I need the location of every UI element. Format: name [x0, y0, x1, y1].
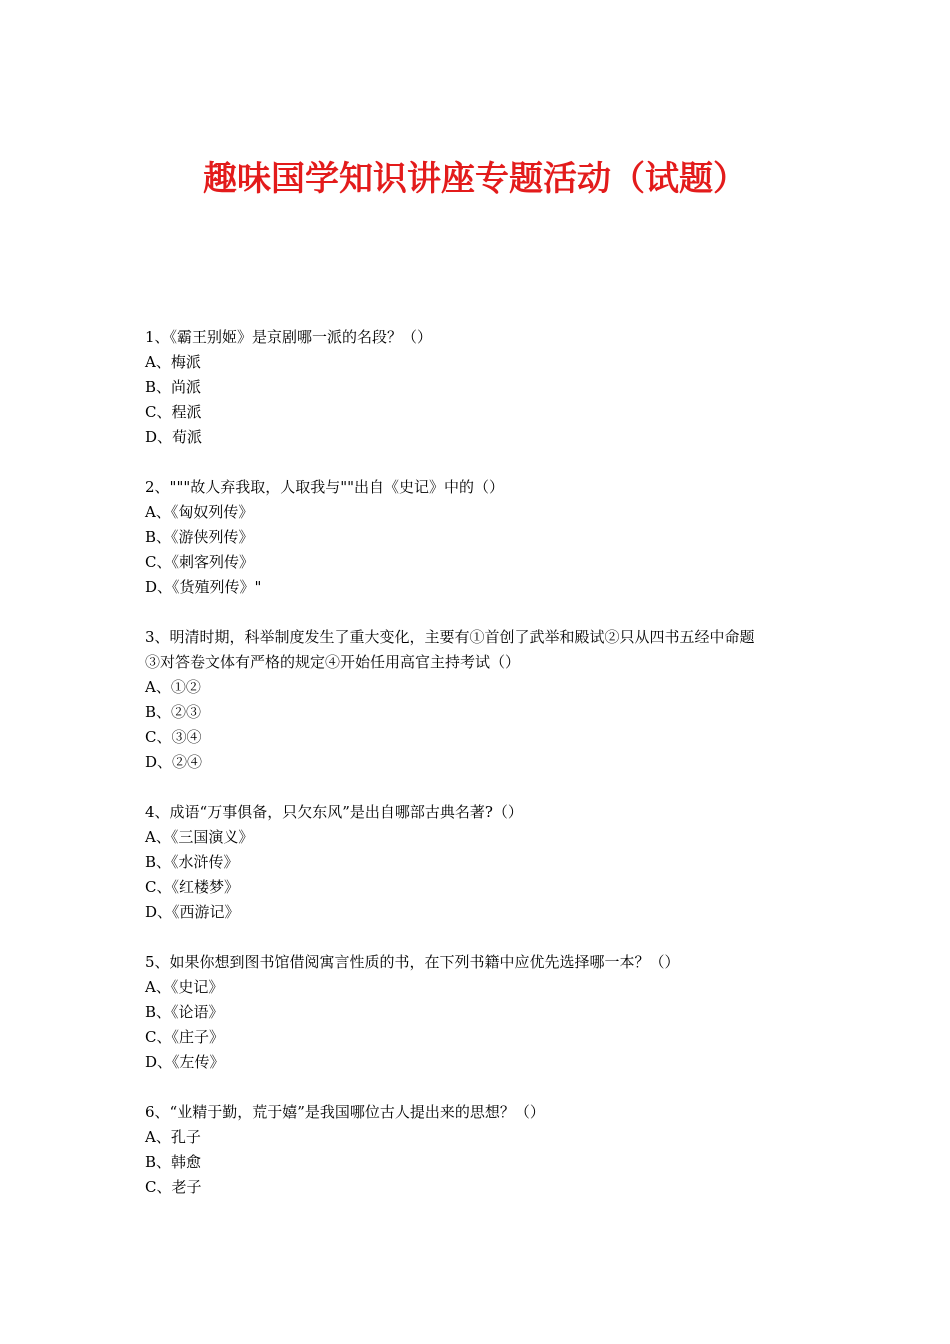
option-c: C、《红楼梦》 — [145, 878, 239, 896]
question-stem: 1、《霸王别姬》是京剧哪一派的名段？（） — [145, 328, 433, 346]
question-4 — [145, 800, 825, 925]
option-d: D、《西游记》 — [145, 903, 240, 921]
question-stem: 6、“业精于勤，荒于嬉”是我国哪位古人提出来的思想？（） — [145, 1103, 545, 1121]
option-b: B、《论语》 — [145, 1003, 224, 1021]
question-3 — [145, 625, 825, 775]
question-6 — [145, 1100, 825, 1200]
option-c: C、《刺客列传》 — [145, 553, 254, 571]
option-a: A、《三国演义》 — [145, 828, 254, 846]
option-d: D、②④ — [145, 753, 203, 771]
question-stem: 5、如果你想到图书馆借阅寓言性质的书，在下列书籍中应优先选择哪一本？（） — [145, 953, 680, 971]
question-1 — [145, 325, 825, 450]
option-c: C、③④ — [145, 728, 202, 746]
option-b: B、《水浒传》 — [145, 853, 239, 871]
option-b: B、韩愈 — [145, 1153, 202, 1171]
question-2 — [145, 475, 825, 600]
document-title: 趣味国学知识讲座专题活动（试题） — [203, 159, 747, 199]
option-a: A、①② — [145, 678, 201, 696]
option-d: D、《货殖列传》" — [145, 578, 262, 596]
question-5 — [145, 950, 825, 1075]
option-c: C、老子 — [145, 1178, 202, 1196]
option-b: B、②③ — [145, 703, 202, 721]
question-stem: 3、明清时期，科举制度发生了重大变化，主要有①首创了武举和殿试②只从四书五经中命题 — [145, 628, 755, 646]
option-b: B、《游侠列传》 — [145, 528, 254, 546]
option-a: A、《史记》 — [145, 978, 224, 996]
question-list — [145, 325, 825, 1225]
option-d: D、荀派 — [145, 428, 203, 446]
option-b: B、尚派 — [145, 378, 202, 396]
option-a: A、《匈奴列传》 — [145, 503, 254, 521]
question-stem: 2、"""故人弃我取，人取我与""出自《史记》中的（） — [145, 478, 505, 496]
question-stem: 4、成语“万事俱备，只欠东风”是出自哪部古典名著?（） — [145, 803, 523, 821]
option-c: C、程派 — [145, 403, 202, 421]
option-d: D、《左传》 — [145, 1053, 225, 1071]
option-a: A、孔子 — [145, 1128, 201, 1146]
option-a: A、梅派 — [145, 353, 201, 371]
question-stem-continued: ③对答卷文体有严格的规定④开始任用高官主持考试（） — [145, 653, 521, 671]
option-c: C、《庄子》 — [145, 1028, 224, 1046]
